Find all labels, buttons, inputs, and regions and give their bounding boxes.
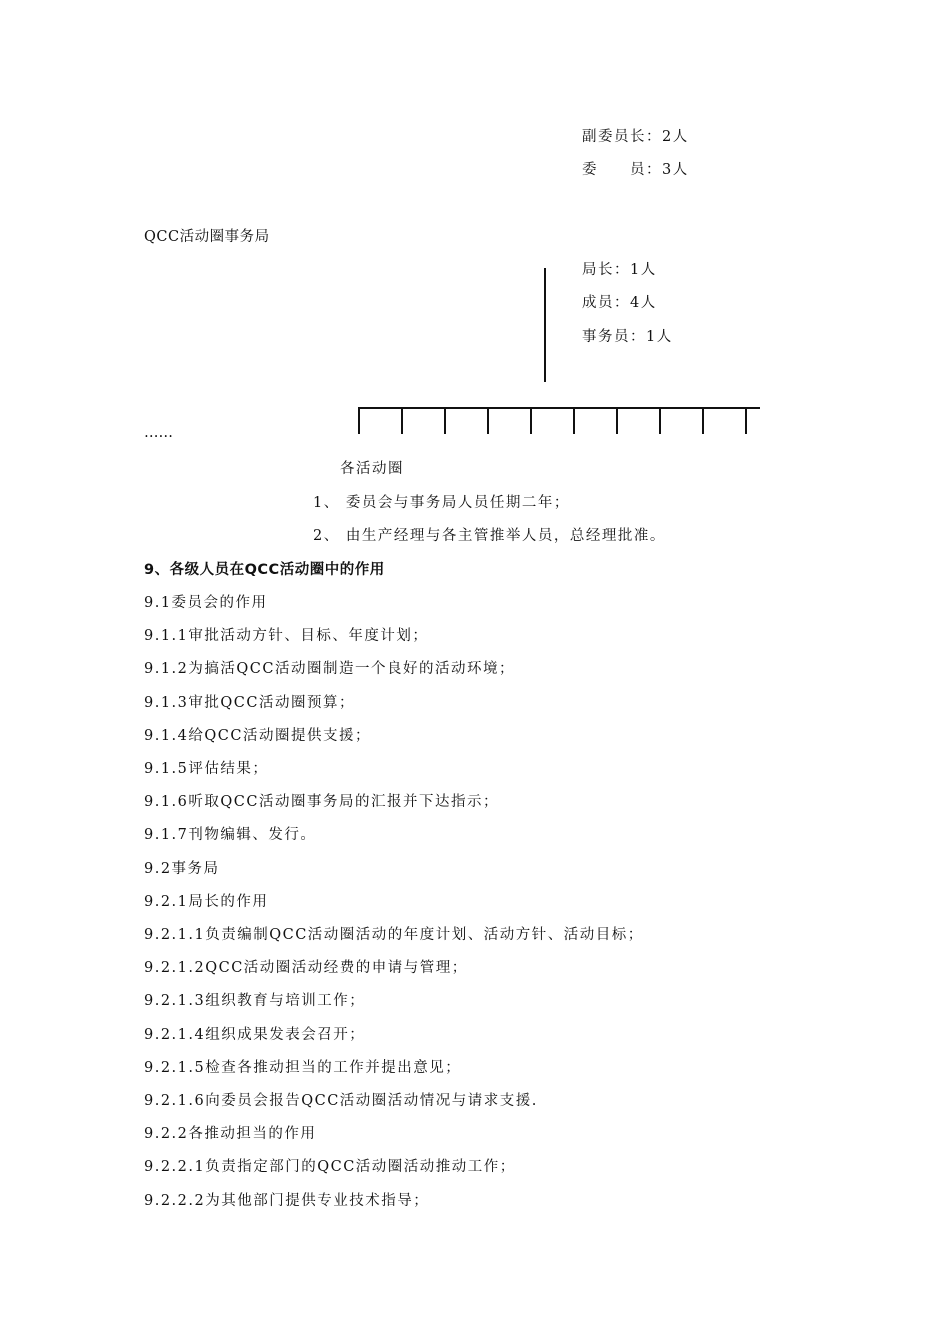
director-count: 局长：1人 bbox=[582, 262, 657, 278]
section-line: 9.1.6听取QCC活动圈事务局的汇报并下达指示； bbox=[144, 794, 499, 811]
org-chart-tick bbox=[444, 408, 446, 434]
section-line: 9.1.1审批活动方针、目标、年度计划； bbox=[144, 628, 429, 645]
section-line: 9.1.3审批QCC活动圈预算； bbox=[144, 694, 355, 711]
note-2: 2、 由生产经理与各主管推举人员，总经理批准。 bbox=[313, 528, 666, 544]
section-line: 9.2事务局 bbox=[144, 860, 220, 877]
section-line: 9.2.1.3组织教育与培训工作； bbox=[144, 993, 366, 1010]
section-line: 9.2.2各推动担当的作用 bbox=[144, 1126, 317, 1143]
org-chart-tick bbox=[573, 408, 575, 434]
org-chart-tick bbox=[745, 408, 747, 434]
section-line: 9.1.2为搞活QCC活动圈制造一个良好的活动环境； bbox=[144, 661, 515, 678]
members-count: 成员：4人 bbox=[582, 295, 657, 311]
clerk-count: 事务员：1人 bbox=[582, 329, 673, 345]
section-line: 9.2.2.1负责指定部门的QCC活动圈活动推动工作； bbox=[144, 1159, 516, 1176]
section-line: 9.2.1局长的作用 bbox=[144, 893, 269, 910]
section-heading: 9、各级人员在QCC活动圈中的作用 bbox=[144, 562, 385, 578]
org-chart-tick bbox=[487, 408, 489, 434]
section-line: 9.2.2.2为其他部门提供专业技术指导； bbox=[144, 1192, 430, 1209]
org-chart-tick bbox=[702, 408, 704, 434]
section-line: 9.2.1.5检查各推动担当的工作并提出意见； bbox=[144, 1059, 462, 1076]
section-line: 9.2.1.1负责编制QCC活动圈活动的年度计划、活动方针、活动目标； bbox=[144, 927, 644, 943]
org-chart-tick bbox=[616, 408, 618, 434]
section-line: 9.2.1.6向委员会报告QCC活动圈活动情况与请求支援. bbox=[144, 1093, 538, 1109]
note-1: 1、 委员会与事务局人员任期二年； bbox=[313, 495, 570, 511]
vice-chairman-count: 副委员长：2人 bbox=[582, 129, 689, 145]
ellipsis: …… bbox=[144, 425, 173, 441]
section-line: 9.1委员会的作用 bbox=[144, 595, 268, 611]
circles-label: 各活动圈 bbox=[340, 461, 404, 477]
section-line: 9.2.1.4组织成果发表会召开； bbox=[144, 1026, 366, 1043]
org-chart-horizontal-line bbox=[358, 407, 760, 409]
org-chart-tick bbox=[358, 408, 360, 434]
member-count: 委 员：3人 bbox=[582, 162, 689, 178]
section-line: 9.1.4给QCC活动圈提供支援； bbox=[144, 727, 371, 744]
org-chart-tick bbox=[530, 408, 532, 434]
org-chart-tick bbox=[401, 408, 403, 434]
secretariat-title: QCC活动圈事务局 bbox=[144, 229, 270, 245]
section-line: 9.2.1.2QCC活动圈活动经费的申请与管理； bbox=[144, 960, 468, 977]
section-line: 9.1.7刊物编辑、发行。 bbox=[144, 827, 317, 844]
org-chart-tick bbox=[659, 408, 661, 434]
section-line: 9.1.5评估结果； bbox=[144, 761, 269, 777]
org-chart-vertical-line bbox=[544, 268, 546, 382]
